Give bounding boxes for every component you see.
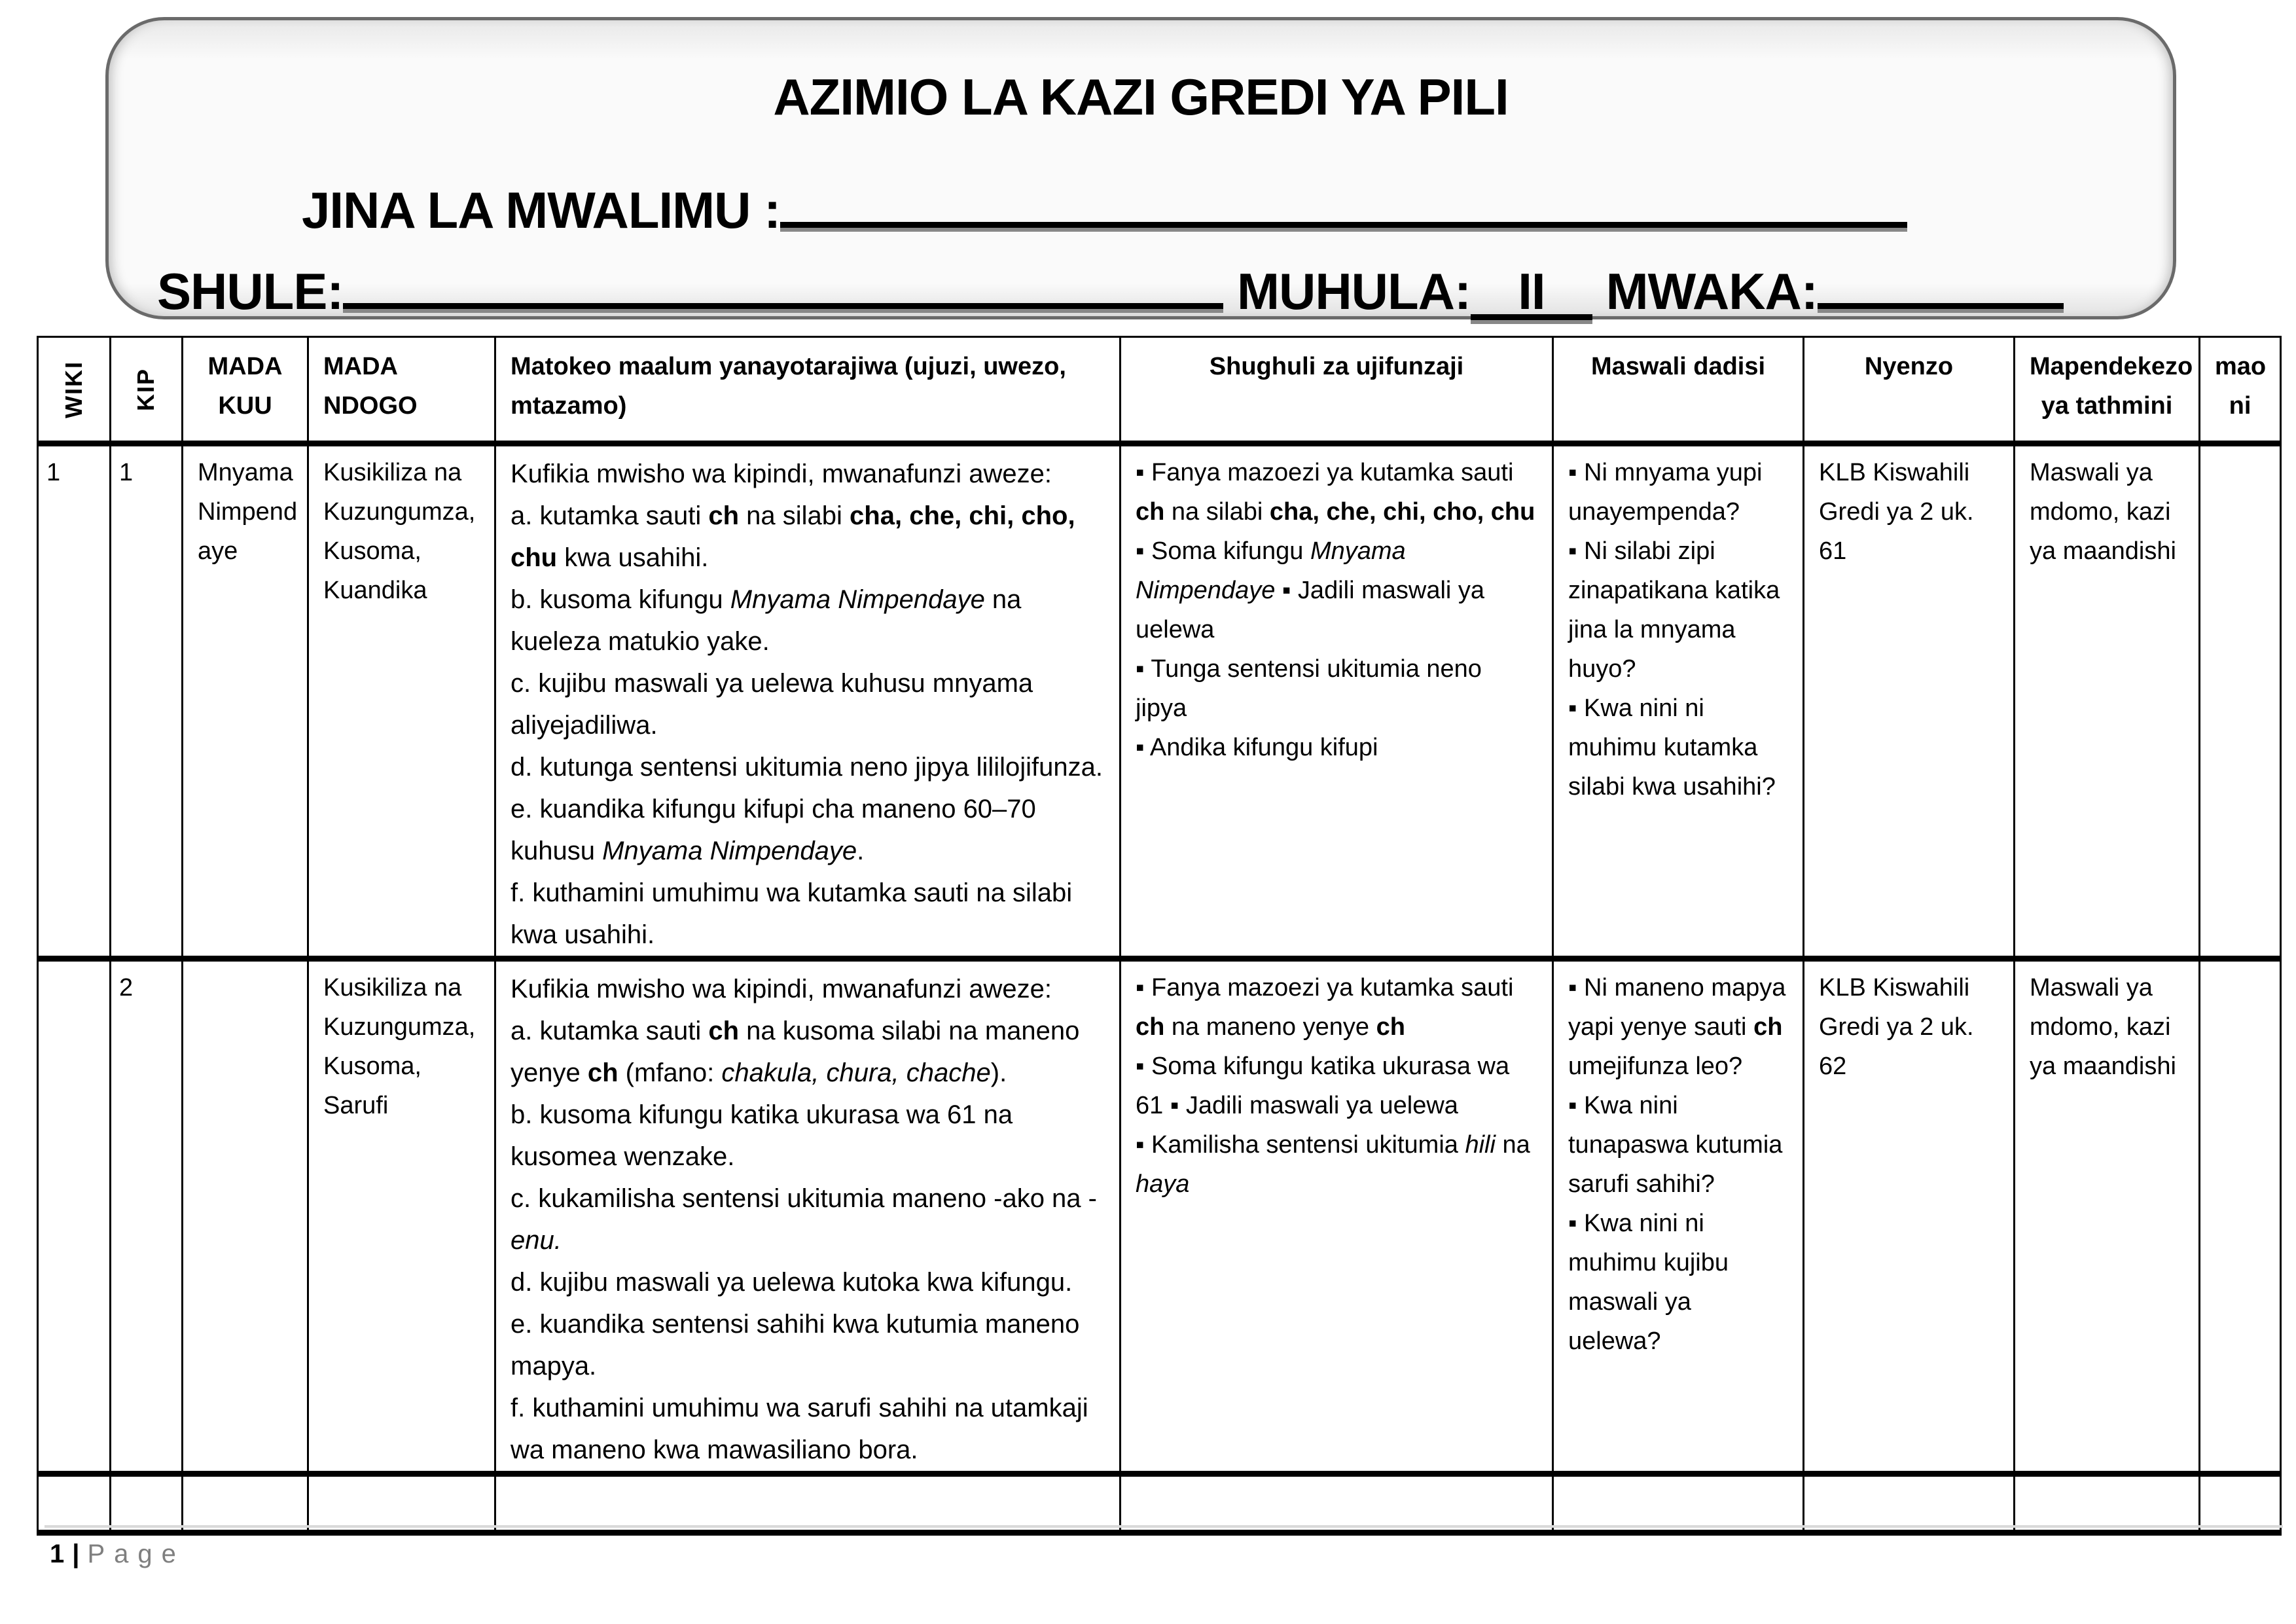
page-footer — [50, 1540, 185, 1569]
table-row-empty — [38, 1474, 2281, 1533]
cell-mada-ndogo: Kusikiliza na Kuzungumza, Kusoma, Kuandika — [308, 444, 495, 959]
outcome-e: e. kuandika sentensi sahihi kwa kutumia maneno mapya. — [511, 1310, 1080, 1380]
cell-mada-ndogo: Kusikiliza na Kuzungumza, Kusoma, Sarufi — [308, 959, 495, 1474]
activity-1: ▪ Fanya mazoezi ya kutamka sauti ch na maneno yenye ch — [1136, 974, 1514, 1041]
document-header-box — [105, 17, 2176, 319]
cell-maoni[interactable] — [2200, 959, 2281, 1474]
question-1: ▪ Ni mnyama yupi unayempenda? — [1568, 459, 1763, 526]
cell-maswali — [1553, 959, 1804, 1474]
outcome-a: a. kutamka sauti ch na kusoma silabi na maneno yenye ch (mfano: chakula, chura, chache). — [511, 1017, 1080, 1087]
column-header-wiki: WIKI — [38, 337, 111, 444]
teacher-name-label: JINA LA MWALIMU : — [302, 181, 781, 239]
table-row — [38, 959, 2281, 1474]
cell-kip[interactable] — [111, 1474, 183, 1533]
cell-tathmini: Maswali ya mdomo, kazi ya maandishi — [2015, 959, 2200, 1474]
cell-wiki — [38, 959, 111, 1474]
outcome-a: a. kutamka sauti ch na silabi cha, che, chi, cho, chu kwa usahihi. — [511, 501, 1075, 572]
cell-mada-kuu: Mnyama Nimpend aye — [183, 444, 308, 959]
outcome-f: f. kuthamini umuhimu wa sarufi sahihi na utamkaji wa maneno kwa mawasiliano bora. — [511, 1394, 1088, 1464]
outcome-e: e. kuandika kifungu kifupi cha maneno 60–70 kuhusu Mnyama Nimpendaye. — [511, 795, 1036, 865]
activity-3: ▪ Kamilisha sentensi ukitumia hili na haya — [1136, 1131, 1530, 1198]
cell-matokeo[interactable] — [495, 1474, 1121, 1533]
question-2: ▪ Kwa nini tunapaswa kutumia sarufi sahihi? — [1568, 1092, 1783, 1198]
cell-nyenzo: KLB Kiswahili Gredi ya 2 uk. 61 — [1804, 444, 2015, 959]
page-label: Page — [87, 1540, 185, 1568]
column-header-maswali: Maswali dadisi — [1553, 337, 1804, 444]
cell-kip: 2 — [111, 959, 183, 1474]
school-term-year-row — [157, 251, 2064, 321]
cell-kip: 1 — [111, 444, 183, 959]
outcome-f: f. kuthamini umuhimu wa kutamka sauti na silabi kwa usahihi. — [511, 878, 1073, 949]
page-number: 1 — [50, 1540, 65, 1568]
scheme-of-work-table — [37, 336, 2282, 1536]
document-title: AZIMIO LA KAZI GREDI YA PILI — [773, 68, 1509, 126]
question-2: ▪ Ni silabi zipi zinapatikana katika jina la mnyama huyo? — [1568, 537, 1780, 683]
cell-tathmini: Maswali ya mdomo, kazi ya maandishi — [2015, 444, 2200, 959]
column-header-nyenzo: Nyenzo — [1804, 337, 2015, 444]
column-header-kip: KIP — [111, 337, 183, 444]
column-header-mada-kuu: MADA KUU — [183, 337, 308, 444]
term-field[interactable]: II — [1471, 262, 1592, 320]
teacher-name-field[interactable] — [780, 170, 1907, 228]
teacher-name-row — [302, 170, 1907, 240]
cell-shughuli[interactable] — [1121, 1474, 1553, 1533]
outcome-b: b. kusoma kifungu katika ukurasa wa 61 na kusomea wenzake. — [511, 1100, 1013, 1171]
outcome-b: b. kusoma kifungu Mnyama Nimpendaye na kueleza matukio yake. — [511, 585, 1022, 656]
activity-2: ▪ Soma kifungu katika ukurasa wa 61 ▪ Jadili maswali ya uelewa — [1136, 1053, 1510, 1119]
year-label: MWAKA: — [1605, 262, 1818, 320]
cell-matokeo: Kufikia mwisho wa kipindi, mwanafunzi aweze: a. kutamka sauti ch na silabi cha, che, chi, cho, chu kwa usahihi. b. kusoma kifungu Mnyama Nimpendaye na kueleza matukio yake. c. kujibu maswali ya uelewa kuhusu mnyama aliyejadiliwa. d. kutunga sentensi ukitumia neno jipya lililojifunza. e. kuandika kifungu kifupi cha maneno 60–70 kuhusu Mnyama Nimpendaye. f. kuthamini umuhimu wa kutamka sauti na silabi kwa usahihi. — [495, 444, 1121, 959]
outcome-d: d. kutunga sentensi ukitumia neno jipya lililojifunza. — [511, 753, 1103, 782]
cell-wiki: 1 — [38, 444, 111, 959]
outcome-c: c. kujibu maswali ya uelewa kuhusu mnyama aliyejadiliwa. — [511, 669, 1033, 740]
cell-mada-kuu[interactable] — [183, 1474, 308, 1533]
activity-3: ▪ Tunga sentensi ukitumia neno jipya — [1136, 655, 1482, 722]
outcome-d: d. kujibu maswali ya uelewa kutoka kwa kifungu. — [511, 1268, 1073, 1297]
question-1: ▪ Ni maneno mapya yapi yenye sauti ch umejifunza leo? — [1568, 974, 1786, 1080]
cell-nyenzo: KLB Kiswahili Gredi ya 2 uk. 62 — [1804, 959, 2015, 1474]
cell-mada-kuu — [183, 959, 308, 1474]
cell-tathmini[interactable] — [2015, 1474, 2200, 1533]
school-field[interactable] — [343, 251, 1223, 309]
column-header-shughuli: Shughuli za ujifunzaji — [1121, 337, 1553, 444]
footer-divider — [45, 1525, 2283, 1528]
activity-4: ▪ Andika kifungu kifupi — [1136, 734, 1378, 761]
question-3: ▪ Kwa nini ni muhimu kutamka silabi kwa usahihi? — [1568, 695, 1776, 801]
question-3: ▪ Kwa nini ni muhimu kujibu maswali ya uelewa? — [1568, 1210, 1729, 1355]
table-header-row — [38, 337, 2281, 444]
outcome-c: c. kukamilisha sentensi ukitumia maneno -ako na -enu. — [511, 1184, 1097, 1255]
school-label: SHULE: — [157, 262, 344, 320]
cell-wiki[interactable] — [38, 1474, 111, 1533]
column-header-maoni: mao ni — [2200, 337, 2281, 444]
page-separator: | — [72, 1540, 80, 1568]
activity-2: ▪ Soma kifungu Mnyama Nimpendaye ▪ Jadili maswali ya uelewa — [1136, 537, 1485, 643]
cell-maswali[interactable] — [1553, 1474, 1804, 1533]
cell-maoni[interactable] — [2200, 444, 2281, 959]
column-header-matokeo: Matokeo maalum yanayotarajiwa (ujuzi, uwezo, mtazamo) — [495, 337, 1121, 444]
cell-nyenzo[interactable] — [1804, 1474, 2015, 1533]
cell-matokeo: Kufikia mwisho wa kipindi, mwanafunzi aweze: a. kutamka sauti ch na kusoma silabi na maneno yenye ch (mfano: chakula, chura, chache). b. kusoma kifungu katika ukurasa wa 61 na kusomea wenzake. c. kukamilisha sentensi ukitumia maneno -ako na -enu. d. kujibu maswali ya uelewa kutoka kwa kifungu. e. kuandika sentensi sahihi kwa kutumia maneno mapya. f. kuthamini umuhimu wa sarufi sahihi na utamkaji wa maneno kwa mawasiliano bora. — [495, 959, 1121, 1474]
year-field[interactable] — [1818, 251, 2064, 309]
cell-shughuli — [1121, 444, 1553, 959]
column-header-tathmini: Mapendekezo ya tathmini — [2015, 337, 2200, 444]
activity-1: ▪ Fanya mazoezi ya kutamka sauti ch na silabi cha, che, chi, cho, chu — [1136, 459, 1535, 526]
table-row — [38, 444, 2281, 959]
cell-shughuli — [1121, 959, 1553, 1474]
column-header-mada-ndogo: MADA NDOGO — [308, 337, 495, 444]
cell-maswali — [1553, 444, 1804, 959]
cell-mada-ndogo[interactable] — [308, 1474, 495, 1533]
cell-maoni[interactable] — [2200, 1474, 2281, 1533]
term-label: MUHULA: — [1237, 262, 1471, 320]
